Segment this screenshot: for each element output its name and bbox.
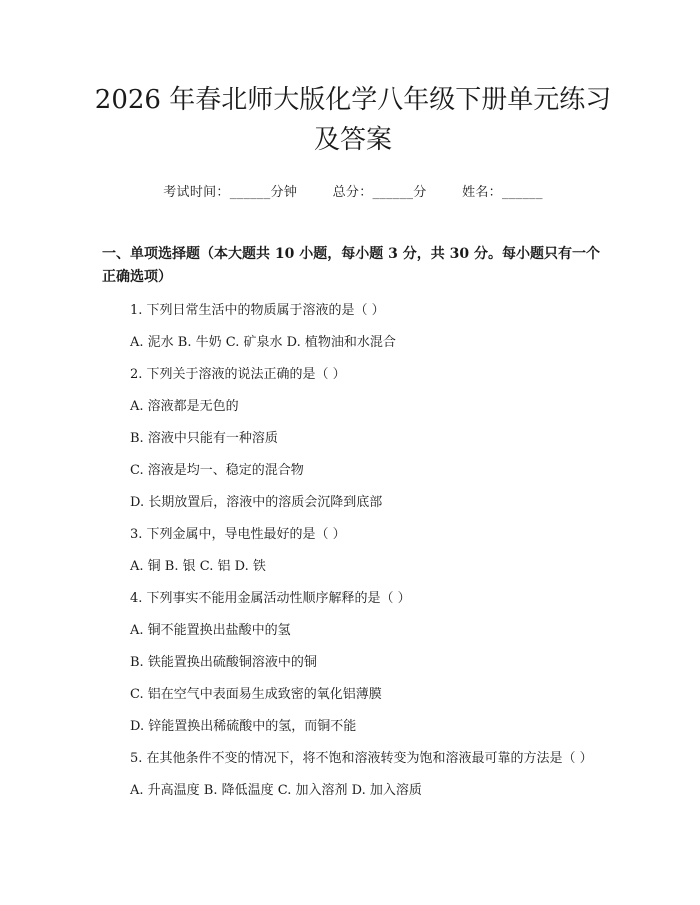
- exam-score: 总分：______分: [332, 185, 427, 200]
- question-2-option-c: C. 溶液是均一、稳定的混合物: [130, 463, 304, 478]
- question-3-stem: 3. 下列金属中，导电性最好的是（ ）: [130, 527, 346, 542]
- question-4-option-d: D. 锌能置换出稀硫酸中的氢，而铜不能: [130, 719, 357, 734]
- question-2-option-d: D. 长期放置后，溶液中的溶质会沉降到底部: [130, 495, 383, 510]
- question-4-stem: 4. 下列事实不能用金属活动性顺序解释的是（ ）: [130, 591, 411, 606]
- document-title: [94, 80, 612, 160]
- question-2-option-b: B. 溶液中只能有一种溶质: [130, 431, 278, 446]
- exam-meta: [102, 181, 604, 200]
- student-name: 姓名：______: [462, 185, 543, 200]
- question-2-option-a: A. 溶液都是无色的: [130, 399, 239, 414]
- question-4-option-a: A. 铜不能置换出盐酸中的氢: [130, 623, 291, 638]
- question-4-option-b: B. 铁能置换出硫酸铜溶液中的铜: [130, 655, 317, 670]
- question-5-options: A. 升高温度 B. 降低温度 C. 加入溶剂 D. 加入溶质: [130, 783, 422, 798]
- title-line-1: 2026 年春北师大版化学八年级下册单元练习: [94, 85, 612, 115]
- title-line-2: 及答案: [313, 125, 392, 155]
- question-1-stem: 1. 下列日常生活中的物质属于溶液的是（ ）: [130, 303, 385, 318]
- question-4-option-c: C. 铝在空气中表面易生成致密的氧化铝薄膜: [130, 687, 382, 702]
- section-title: 一、单项选择题（本大题共 10 小题，每小题 3 分，共 30 分。每小题只有一个正确选项）: [102, 246, 600, 285]
- question-3-options: A. 铜 B. 银 C. 铝 D. 铁: [130, 559, 266, 574]
- exam-time: 考试时间：______分钟: [163, 185, 298, 200]
- question-5-stem: 5. 在其他条件不变的情况下，将不饱和溶液转变为饱和溶液最可靠的方法是（ ）: [130, 751, 593, 766]
- question-2-stem: 2. 下列关于溶液的说法正确的是（ ）: [130, 367, 346, 382]
- question-1-options: A. 泥水 B. 牛奶 C. 矿泉水 D. 植物油和水混合: [130, 335, 396, 350]
